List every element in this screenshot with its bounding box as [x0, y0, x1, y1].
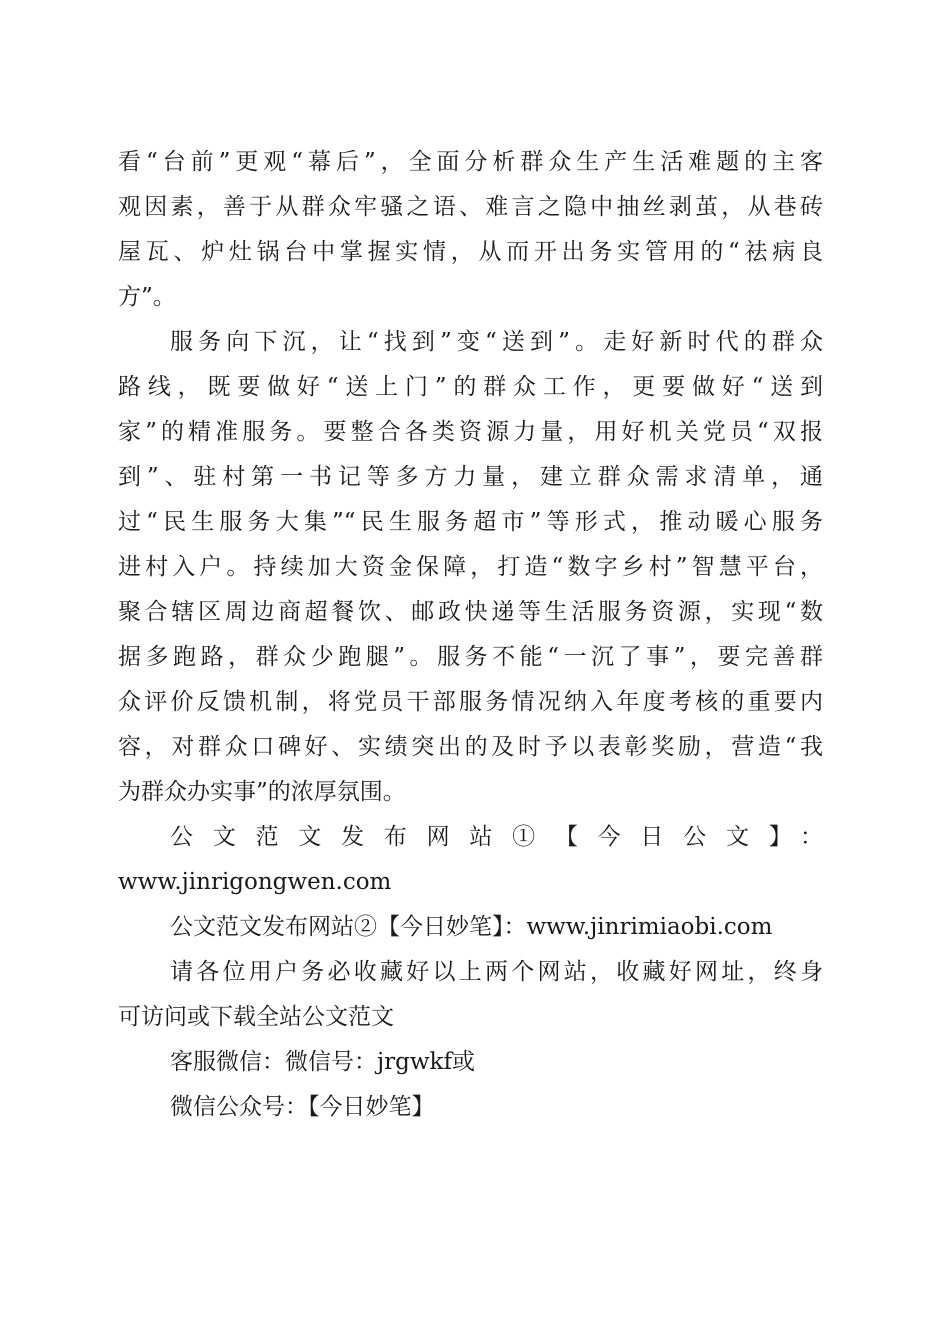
paragraph-line: 看“台前”更观“幕后”，全面分析群众生产生活难题的主客 [118, 149, 823, 175]
website-2 [118, 905, 823, 950]
paragraph-line: 方”。 [118, 284, 176, 310]
website-2-text[interactable]: 公文范文发布网站②【今日妙笔】：www.jinrimiaobi.com [170, 914, 773, 940]
paragraph-line: 众评价反馈机制，将党员干部服务情况纳入年度考核的重要内 [118, 689, 823, 715]
paragraph-line: 容，对群众口碑好、实绩突出的及时予以表彰奖励，营造“我 [118, 734, 823, 760]
paragraph-line: 聚合辖区周边商超餐饮、邮政快递等生活服务资源，实现“数 [118, 599, 823, 625]
website-1 [118, 815, 823, 905]
wechat-account [118, 1085, 823, 1130]
paragraph-line: 过“民生服务大集”“民生服务超市”等形式，推动暖心服务 [118, 509, 823, 535]
website-1-label: 公文范文发布网站①【今日公文】： [170, 824, 823, 850]
paragraph-line: 屋瓦、炉灶锅台中掌握实情，从而开出务实管用的“祛病良 [118, 239, 823, 265]
paragraph-2 [118, 320, 823, 815]
notice-line: 可访问或下载全站公文范文 [118, 1004, 394, 1030]
paragraph-line: 路线，既要做好“送上门”的群众工作，更要做好“送到 [118, 374, 823, 400]
paragraph-line: 观因素，善于从群众牢骚之语、难言之隐中抽丝剥茧，从巷砖 [118, 194, 823, 220]
wechat-public-account: 微信公众号：【今日妙笔】 [170, 1094, 435, 1120]
notice [118, 950, 823, 1040]
paragraph-line: 为群众办实事”的浓厚氛围。 [118, 779, 406, 805]
customer-service [118, 1040, 823, 1085]
paragraph-line: 家”的精准服务。要整合各类资源力量，用好机关党员“双报 [118, 419, 823, 445]
document-page [118, 140, 823, 1130]
website-1-url[interactable]: www.jinrigongwen.com [118, 869, 392, 895]
paragraph-line: 服务向下沉，让“找到”变“送到”。走好新时代的群众 [170, 329, 823, 355]
paragraph-line: 进村入户。持续加大资金保障，打造“数字乡村”智慧平台， [118, 554, 823, 580]
paragraph-line: 到”、驻村第一书记等多方力量，建立群众需求清单，通 [118, 464, 823, 490]
notice-line: 请各位用户务必收藏好以上两个网站，收藏好网址，终身 [170, 959, 823, 985]
paragraph-1 [118, 140, 823, 320]
customer-service-wechat: 客服微信：微信号：jrgwkf或 [170, 1049, 475, 1075]
paragraph-line: 据多跑路，群众少跑腿”。服务不能“一沉了事”，要完善群 [118, 644, 823, 670]
